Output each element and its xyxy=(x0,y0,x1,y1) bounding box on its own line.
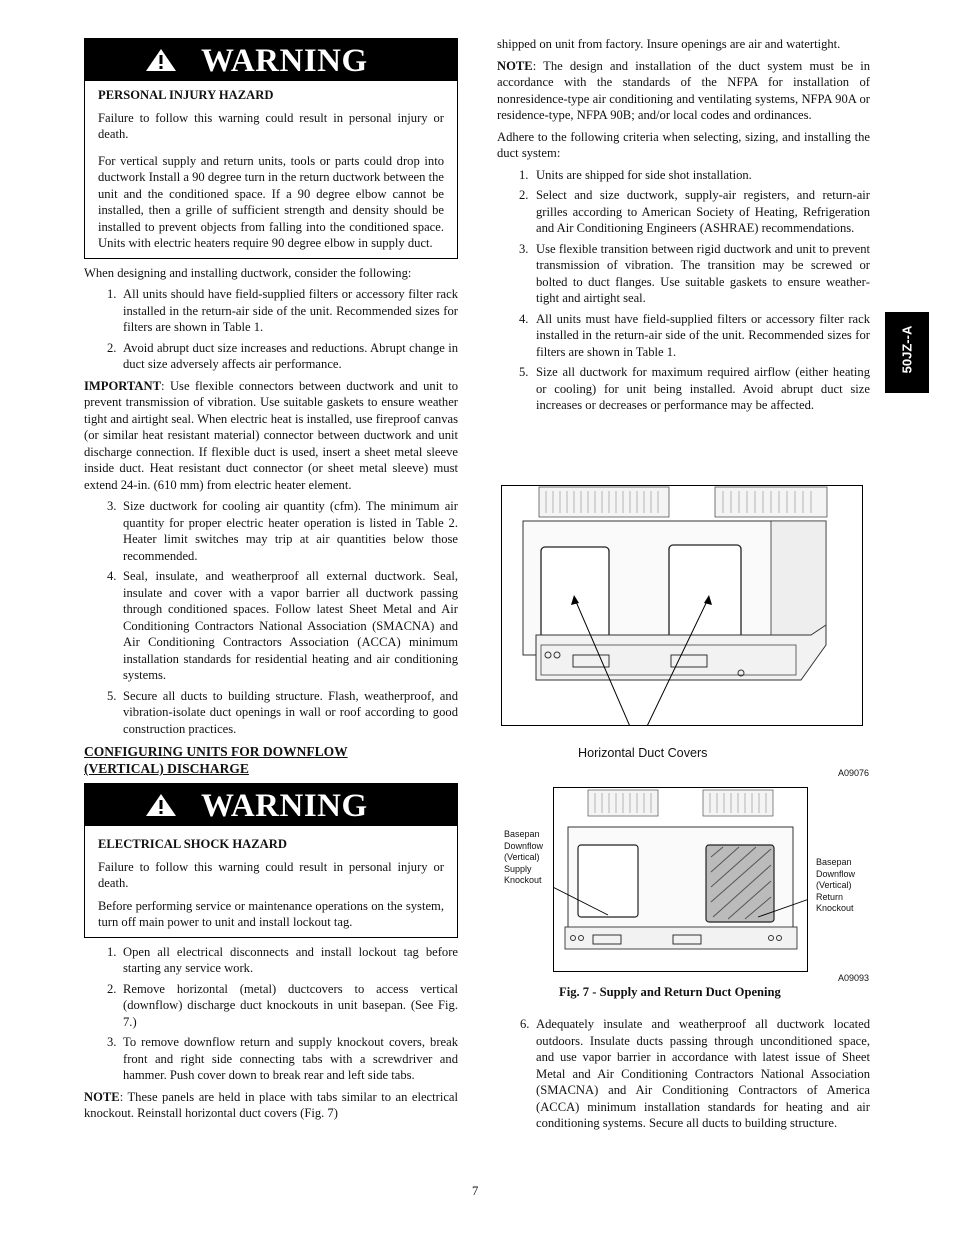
warning-title: PERSONAL INJURY HAZARD xyxy=(98,88,274,102)
warning-header xyxy=(85,39,457,81)
note-label: NOTE xyxy=(84,1089,120,1104)
list-text: Adequately insulate and weatherproof all ductwork located outdoors. Insulate ducts passing through unconditioned space, and use vapor barrier in accordance with latest issue of Sheet Metal and Air Conditioning Contractors National Association (SMACNA) and Air Conditioning Contractors of America (ACCA) minimum installation standards for heating and air conditioning systems. Secure all ducts to building structure. xyxy=(536,1017,870,1130)
list-text: Size ductwork for cooling air quantity (cfm). The minimum air quantity for proper electric heater operation is listed in Table 2. Heater limit switches may trip at air quantities below those recommended. xyxy=(123,499,458,563)
duct-criteria-list xyxy=(497,167,870,414)
list-number: 3. xyxy=(519,241,529,256)
list-text: All units should have field‐supplied filters or accessory filter rack installed in the return‐air side of the unit. Recommended sizes for filters are shown in Table 1. xyxy=(123,287,458,334)
list-item xyxy=(84,568,458,684)
warning-text: Before performing service or maintenance operations on the system, turn off main power to unit and install lockout tag. xyxy=(98,898,444,929)
section-heading-line: CONFIGURING UNITS FOR DOWNFLOW xyxy=(84,744,348,759)
list-number: 2. xyxy=(107,340,117,355)
list-item xyxy=(84,498,458,564)
warning-title: ELECTRICAL SHOCK HAZARD xyxy=(98,837,287,851)
list-item xyxy=(84,1034,458,1084)
warning-box-personal-injury xyxy=(84,38,458,259)
intro-text: When designing and installing ductwork, consider the following: xyxy=(84,265,412,280)
list-number: 6. xyxy=(520,1017,530,1031)
note-text: : The design and installation of the duct system must be in accordance with the standards of the NFPA for installation of nonresidence‐type air conditioning and ventilating systems, NFPA 90A or residence‐type, NFPA 90B; and/or local codes and ordinances. xyxy=(497,58,870,122)
list-text: To remove downflow return and supply knockout covers, break front and right side connecting tabs with a screwdriver and hammer. Push cover down to break rear and left side tabs. xyxy=(123,1035,458,1082)
figure-code: A09093 xyxy=(838,973,870,983)
note-text: : These panels are held in place with tabs similar to an electrical knockout. Reinstall horizontal duct covers (Fig. 7) xyxy=(84,1089,458,1120)
figure-label-horizontal-duct-covers: Horizontal Duct Covers xyxy=(578,746,708,760)
list-number: 4. xyxy=(519,311,529,326)
unit-figure-horizontal-covers xyxy=(501,485,863,726)
figure-code: A09076 xyxy=(838,768,870,778)
section-heading xyxy=(84,743,458,777)
warning-text: Failure to follow this warning could result in personal injury or death. xyxy=(98,859,444,890)
warning-heading: WARNING xyxy=(201,788,368,824)
side-tab xyxy=(885,312,929,393)
list-text: Avoid abrupt duct size increases and reductions. Abrupt change in duct size adversely affects air performance. xyxy=(123,340,458,371)
warning-text: For vertical supply and return units, tools or parts could drop into ductwork Install a 90 degree turn in the return ductwork between the unit and the conditioned space. If a 90 degree elbow cannot be installed, then a grille of sufficient strength and density should be installed to prevent objects from falling into the conditioned space. Units with electric heaters require 90 degree elbow in supply duct. xyxy=(98,153,444,250)
list-item xyxy=(497,241,870,307)
list-number: 1. xyxy=(107,944,117,959)
list-text: All units must have field‐supplied filters or accessory filter rack installed in the return‐air side of the unit. Recommended sizes for filters are shown in Table 1. xyxy=(536,311,870,359)
important-text: : Use flexible connectors between ductwork and unit to prevent transmission of vibration. Use suitable gaskets to ensure weather tight and airtight seal. When electric heat is installed, use fireproof canvas (or similar heat resistant material) connector between ductwork and unit discharge connection. If flexible duct is used, insert a sheet metal sleeve inside duct. Heat resistant duct connector (or sheet metal sleeve) must extend 24‐in. (610 mm) from electric heater element. xyxy=(84,378,458,492)
section-heading-line: (VERTICAL) DISCHARGE xyxy=(84,761,249,776)
list-number: 1. xyxy=(107,287,117,301)
list-item xyxy=(84,981,458,1031)
list-item xyxy=(497,364,870,414)
list-number: 1. xyxy=(519,167,529,182)
page-number: 7 xyxy=(472,1184,479,1198)
warning-box-electrical-shock xyxy=(84,783,458,938)
continued-text: shipped on unit from factory. Insure openings are air and watertight. xyxy=(497,37,841,51)
warning-header xyxy=(85,784,457,826)
list-text: Secure all ducts to building structure. Flash, weatherproof, and vibration‐isolate duct openings in wall or roof according to good construction practices. xyxy=(123,688,458,736)
ductwork-list-2 xyxy=(84,498,458,737)
list-text: Units are shipped for side shot installation. xyxy=(536,167,752,182)
list-item xyxy=(497,187,870,237)
list-number: 5. xyxy=(519,365,529,379)
warning-triangle-icon xyxy=(145,793,177,817)
figure-caption: Fig. 7 ‐ Supply and Return Duct Opening xyxy=(559,985,781,999)
list-number: 5. xyxy=(107,688,117,703)
note-paragraph xyxy=(84,1089,458,1122)
adhere-text: Adhere to the following criteria when selecting, sizing, and installing the duct system: xyxy=(497,129,870,160)
list-item xyxy=(497,167,870,184)
list-text: Remove horizontal (metal) ductcovers to access vertical (downflow) discharge duct knockouts in unit basepan. (See Fig. 7.) xyxy=(123,981,458,1029)
unit-figure-basepan-knockouts xyxy=(553,787,808,972)
left-column xyxy=(84,38,458,1127)
list-item xyxy=(84,688,458,738)
list-text: Seal, insulate, and weatherproof all external ductwork. Seal, insulate and cover with a vapor barrier all ductwork passing through conditioned spaces. Follow latest Sheet Metal and Air Conditioning Contractors National Association (SMACNA) and Air Conditioning Contractors Association (ACCA) minimum installation standards for residential heating and air conditioning systems. xyxy=(123,569,458,682)
right-column-continued xyxy=(497,1016,870,1136)
list-item xyxy=(84,944,458,977)
note-paragraph xyxy=(497,58,870,124)
list-text: Open all electrical disconnects and install lockout tag before starting any service work. xyxy=(123,944,458,975)
list-number: 2. xyxy=(519,188,529,202)
important-label: IMPORTANT xyxy=(84,378,161,393)
ductwork-list-1 xyxy=(84,286,458,373)
list-text: Select and size ductwork, supply‐air registers, and return‐air grilles according to American Society of Heating, Refrigeration and Air Conditioning Engineers (ASHRAE) recommendations. xyxy=(536,188,870,235)
list-text: Use flexible transition between rigid ductwork and unit to prevent transmission of vibration. The transition may be screwed or bolted to duct flanges. Use suitable gaskets to ensure weather‐tight and airtight seal. xyxy=(536,241,870,305)
list-number: 3. xyxy=(107,1035,117,1049)
side-tab-label: 50JZ‐‐A xyxy=(899,325,915,374)
figure-label-return-knockout: Basepan Downflow (Vertical) Return Knockout xyxy=(816,857,856,913)
list-text: Size all ductwork for maximum required airflow (either heating or cooling) for unit being installed. Avoid abrupt duct size increases or decreases or performance may be affected. xyxy=(536,365,870,412)
duct-criteria-list-continued xyxy=(497,1016,870,1132)
right-column xyxy=(497,36,870,419)
warning-heading: WARNING xyxy=(201,43,368,79)
warning-text: Failure to follow this warning could result in personal injury or death. xyxy=(98,110,444,141)
downflow-list xyxy=(84,944,458,1084)
list-item xyxy=(84,340,458,373)
important-paragraph xyxy=(84,378,458,494)
list-item xyxy=(497,311,870,361)
list-number: 3. xyxy=(107,499,117,513)
list-number: 4. xyxy=(107,569,117,583)
list-item xyxy=(497,1016,870,1132)
note-label: NOTE xyxy=(497,58,533,73)
figure-label-supply-knockout: Basepan Downflow (Vertical) Supply Knockout xyxy=(504,829,544,885)
warning-triangle-icon xyxy=(145,48,177,72)
list-number: 2. xyxy=(107,981,117,996)
list-item xyxy=(84,286,458,336)
